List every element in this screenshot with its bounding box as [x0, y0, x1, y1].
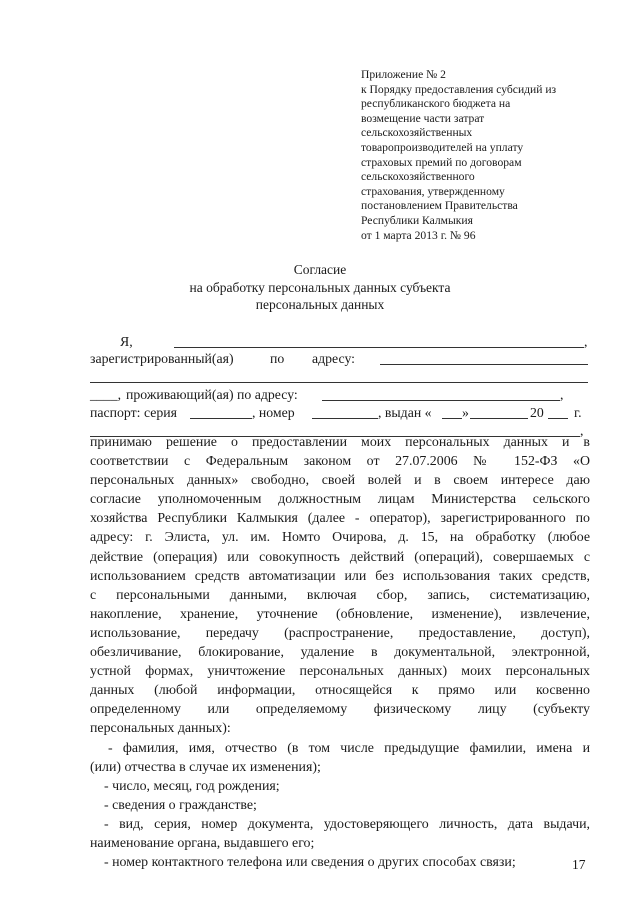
passport-row: [90, 404, 590, 422]
registration-address-continued-row: [90, 368, 590, 386]
body-line: принимаю решение о предоставлении моих персональных данных и в: [90, 435, 590, 450]
body-line: устной формах, уничтожение персональных данных) моих персональных: [90, 664, 590, 680]
comma: ,: [584, 334, 588, 349]
body-line: накопление, хранение, уточнение (обновление, изменение), извлечение,: [90, 606, 590, 622]
comma: ,: [580, 423, 584, 438]
body-line: с персональными данными, включая сбор, запись, систематизацию,: [90, 587, 590, 603]
living-row: [90, 386, 590, 404]
full-name-field[interactable]: [174, 347, 584, 348]
list-item-citizenship: - сведения о гражданстве;: [104, 797, 257, 813]
appendix-line: страхования, утвержденному: [361, 184, 505, 198]
list-item-birth-date: - число, месяц, год рождения;: [104, 778, 280, 794]
passport-series-field[interactable]: [190, 418, 252, 419]
document-title: [0, 261, 640, 314]
appendix-line: республиканского бюджета на: [361, 97, 511, 111]
living-address-field[interactable]: [322, 400, 560, 401]
list-item-identity-document: - вид, серия, номер документа, удостоверяющего личность, дата выдачи,: [104, 816, 590, 832]
appendix-line: товаропроизводителей на уплату: [361, 140, 524, 154]
address-label: адресу:: [312, 351, 356, 366]
registration-address-field[interactable]: [380, 364, 588, 365]
appendix-block: [361, 68, 591, 243]
body-line: обезличивание, блокирование, удаление в документальной, электронной,: [90, 645, 590, 661]
page-number: 17: [572, 857, 586, 872]
appendix-line: постановлением Правительства: [361, 199, 518, 213]
body-line: данных (любой информации, относящейся к прямо или косвенно: [90, 683, 590, 699]
passport-number-label: , номер: [252, 405, 295, 420]
body-line: хозяйства Республики Калмыкия (далее - оператор), зарегистрированного по: [90, 511, 590, 527]
title-line: персональных данных: [255, 297, 385, 312]
registered-label: зарегистрированный(ая): [90, 351, 234, 366]
list-item-full-name-cont: (или) отчества в случае их изменения);: [90, 759, 321, 775]
passport-series-label: паспорт: серия: [90, 405, 177, 420]
passport-number-field[interactable]: [312, 418, 378, 419]
title-line: на обработку персональных данных субъекта: [189, 279, 451, 295]
comma: ,: [560, 387, 564, 402]
issue-day-field[interactable]: [442, 418, 462, 419]
list-item-identity-document-cont: наименование органа, выдавшего его;: [90, 835, 315, 851]
year-suffix: г.: [574, 405, 582, 420]
living-prefix: ____,: [90, 387, 122, 402]
list-item-full-name: - фамилия, имя, отчество (в том числе предыдущие фамилии, имена и: [108, 740, 590, 756]
body-line: использованием средств автоматизации или без использования таких средств,: [90, 568, 590, 584]
body-line: адресу: г. Элиста, ул. им. Номто Очирова, д. 15, на обработку (любое: [90, 530, 590, 546]
ya-label: Я,: [120, 334, 133, 349]
appendix-line: сельскохозяйственного: [361, 170, 475, 184]
appendix-line: сельскохозяйственных: [361, 126, 473, 140]
issued-label: , выдан «: [378, 405, 432, 420]
registration-address-field-2[interactable]: [90, 382, 588, 383]
body-line: согласие уполномоченным должностным лицам Министерства сельского: [90, 492, 590, 508]
body-line: использование, передачу (распространение, предоставление, доступ),: [90, 625, 590, 641]
body-line: соответствии с Федеральным законом от 27.07.2006 № 152-ФЗ «О: [90, 454, 590, 470]
issue-month-field[interactable]: [470, 418, 528, 419]
issue-year-field[interactable]: [548, 418, 568, 419]
appendix-line: Приложение № 2: [361, 68, 446, 81]
appendix-line: страховых премий по договорам: [361, 155, 522, 169]
body-line: определенному или определяемому физическому лицу (субъекту: [90, 702, 590, 718]
body-line: действие (операция) или совокупность действий (операций), совершаемых с: [90, 549, 590, 565]
registration-row: [90, 350, 590, 368]
year-prefix: 20: [530, 405, 544, 420]
living-label: проживающий(ая) по адресу:: [126, 387, 298, 402]
body-line: персональных данных):: [90, 721, 231, 737]
appendix-line: Республики Калмыкия: [361, 213, 473, 227]
appendix-line: возмещение части затрат: [361, 111, 485, 125]
title-line: Согласие: [293, 262, 347, 277]
consent-body: [90, 433, 590, 872]
list-item-contact-phone: - номер контактного телефона или сведения о других способах связи;: [104, 855, 516, 871]
appendix-line: к Порядку предоставления субсидий из: [361, 82, 557, 96]
po-label: по: [270, 351, 285, 366]
quote-close: »: [462, 405, 469, 420]
body-line: персональных данных» свободно, своей волей и в своем интересе даю: [90, 473, 590, 489]
name-row: [90, 333, 590, 351]
appendix-line: от 1 марта 2013 г. № 96: [361, 228, 476, 242]
